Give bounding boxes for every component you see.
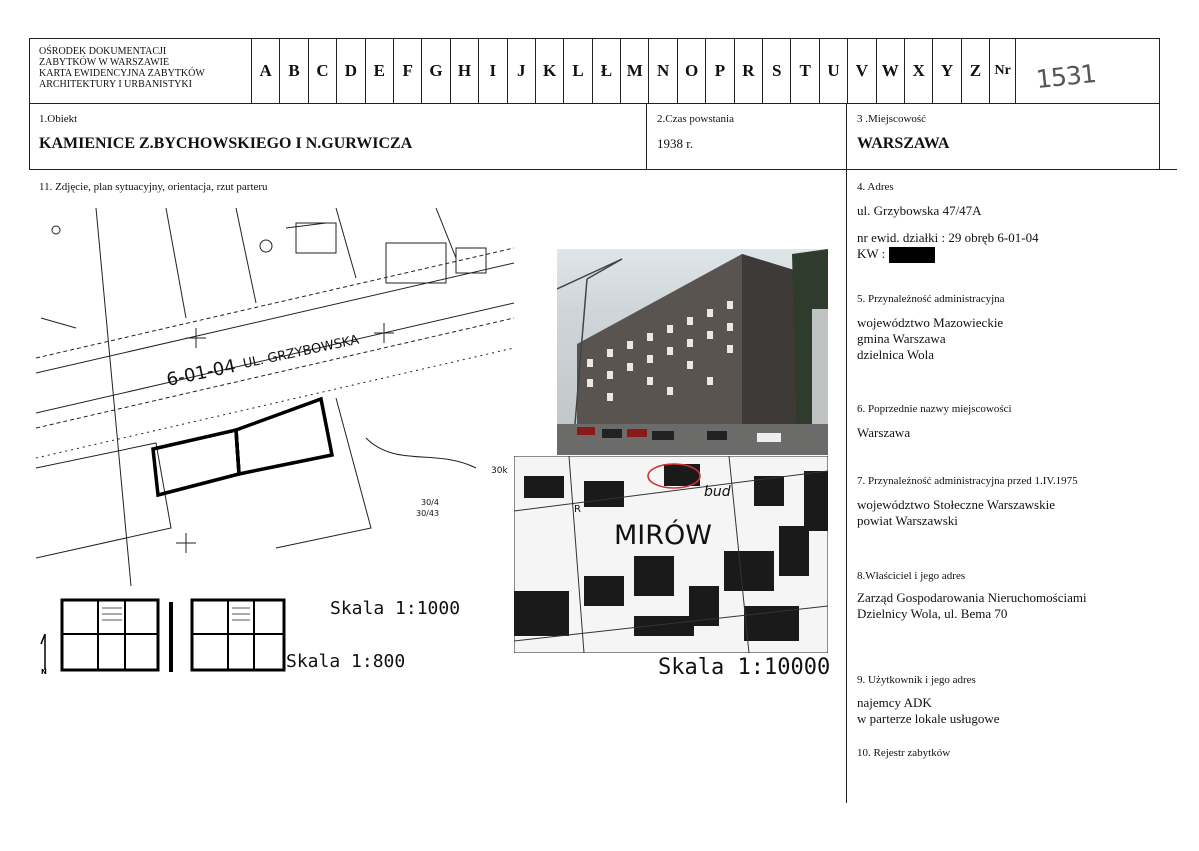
north-arrow-label: N	[41, 668, 47, 676]
letter-cell: K	[535, 39, 563, 103]
parcel-30-43-label: 30/43	[416, 509, 440, 518]
letter-cell: C	[308, 39, 336, 103]
district-label: MIRÓW	[614, 520, 712, 551]
site-plan-map	[36, 208, 516, 586]
zdjecie-label: 11. Zdjęcie, plan sytuacyjny, orientacja, rzut parteru	[39, 181, 268, 193]
plot-code-label: 6-01-04	[164, 355, 238, 391]
wlasciciel-label: 8.Właściciel i jego adres	[857, 570, 966, 582]
letter-cell: F	[393, 39, 421, 103]
letter-cell: H	[450, 39, 478, 103]
adres-street: ul. Grzybowska 47/47A	[857, 203, 982, 218]
obiekt-label: 1.Obiekt	[39, 113, 78, 125]
letter-cell: U	[819, 39, 847, 103]
miejscowosc-value: WARSZAWA	[857, 135, 950, 152]
frame-left	[29, 38, 30, 169]
letter-cell: Y	[932, 39, 960, 103]
letter-cell: T	[790, 39, 818, 103]
nr-cell-border	[1015, 39, 1016, 103]
scale-floor-label: Skala 1:800	[286, 651, 406, 672]
wlasciciel-values: Zarząd Gospodarowania Nieruchomościami Dzielnicy Wola, ul. Bema 70	[857, 590, 1087, 621]
miejscowosc-label: 3 .Miejscowość	[857, 113, 927, 125]
letter-cell: G	[421, 39, 449, 103]
letter-cell: V	[847, 39, 875, 103]
letter-index	[251, 39, 1016, 103]
letter-cell: D	[336, 39, 364, 103]
letter-cell: O	[677, 39, 705, 103]
letter-cell: R	[734, 39, 762, 103]
czas-label: 2.Czas powstania	[657, 113, 734, 125]
parcel-30k-label: 30k	[491, 466, 508, 476]
letter-cell: L	[563, 39, 591, 103]
bud-label: bud	[704, 484, 731, 500]
przynaleznosc-label: 5. Przynależność administracyjna	[857, 293, 1005, 305]
street-label: UL. GRZYBOWSKA	[241, 332, 361, 372]
divider-czas	[646, 103, 647, 169]
letter-cell: N	[648, 39, 676, 103]
frame-row-bottom	[29, 169, 1177, 170]
przynaleznosc-values: województwo Mazowieckie gmina Warszawa dzielnica Wola	[857, 315, 1004, 362]
letter-cell: P	[705, 39, 733, 103]
letter-cell: E	[365, 39, 393, 103]
letter-cell: Ł	[592, 39, 620, 103]
frame-right	[1159, 38, 1160, 169]
divider-right-column	[846, 103, 847, 803]
letter-cell: Z	[961, 39, 989, 103]
scale-city-label: Skala 1:10000	[658, 655, 831, 680]
redacted-block	[889, 247, 935, 263]
frame-header-bottom	[29, 103, 1159, 104]
przed1975-values: województwo Stołeczne Warszawskie powiat Warszawski	[857, 497, 1055, 528]
adres-dzialka: nr ewid. działki : 29 obręb 6-01-04	[857, 230, 1039, 245]
letter-cell: W	[876, 39, 904, 103]
przed1975-label: 7. Przynależność administracyjna przed 1.IV.1975	[857, 475, 1078, 487]
uzytkownik-values: najemcy ADK w parterze lokale usługowe	[857, 695, 1000, 726]
organization-title: OŚRODEK DOKUMENTACJI ZABYTKÓW W WARSZAWIE KARTA EWIDENCYJNA ZABYTKÓW ARCHITEKTURY I URBANISTYKI	[39, 46, 205, 90]
scale-site-label: Skala 1:1000	[330, 598, 461, 619]
rejestr-label: 10. Rejestr zabytków	[857, 747, 951, 759]
adres-label: 4. Adres	[857, 181, 894, 193]
building-photo-drawing	[557, 249, 828, 455]
letter-cell: B	[279, 39, 307, 103]
letter-cell: A	[251, 39, 279, 103]
adres-kw: KW :	[857, 246, 935, 263]
nr-cell: Nr	[989, 39, 1015, 103]
letter-cell: J	[507, 39, 535, 103]
floor-plan-drawing	[40, 594, 290, 676]
map-letter-r: R	[574, 504, 581, 515]
poprzednie-value: Warszawa	[857, 425, 911, 440]
uzytkownik-label: 9. Użytkownik i jego adres	[857, 674, 976, 686]
card-number: 1531	[1034, 58, 1097, 95]
city-map	[514, 456, 828, 653]
building-photo	[557, 249, 828, 455]
obiekt-value: KAMIENICE Z.BYCHOWSKIEGO I N.GURWICZA	[39, 135, 413, 152]
letter-cell: I	[478, 39, 506, 103]
czas-value: 1938 r.	[657, 136, 694, 151]
letter-cell: M	[620, 39, 648, 103]
poprzednie-label: 6. Poprzednie nazwy miejscowości	[857, 403, 1012, 415]
parcel-30-4-label: 30/4	[421, 498, 439, 507]
letter-cell: S	[762, 39, 790, 103]
letter-cell: X	[904, 39, 932, 103]
